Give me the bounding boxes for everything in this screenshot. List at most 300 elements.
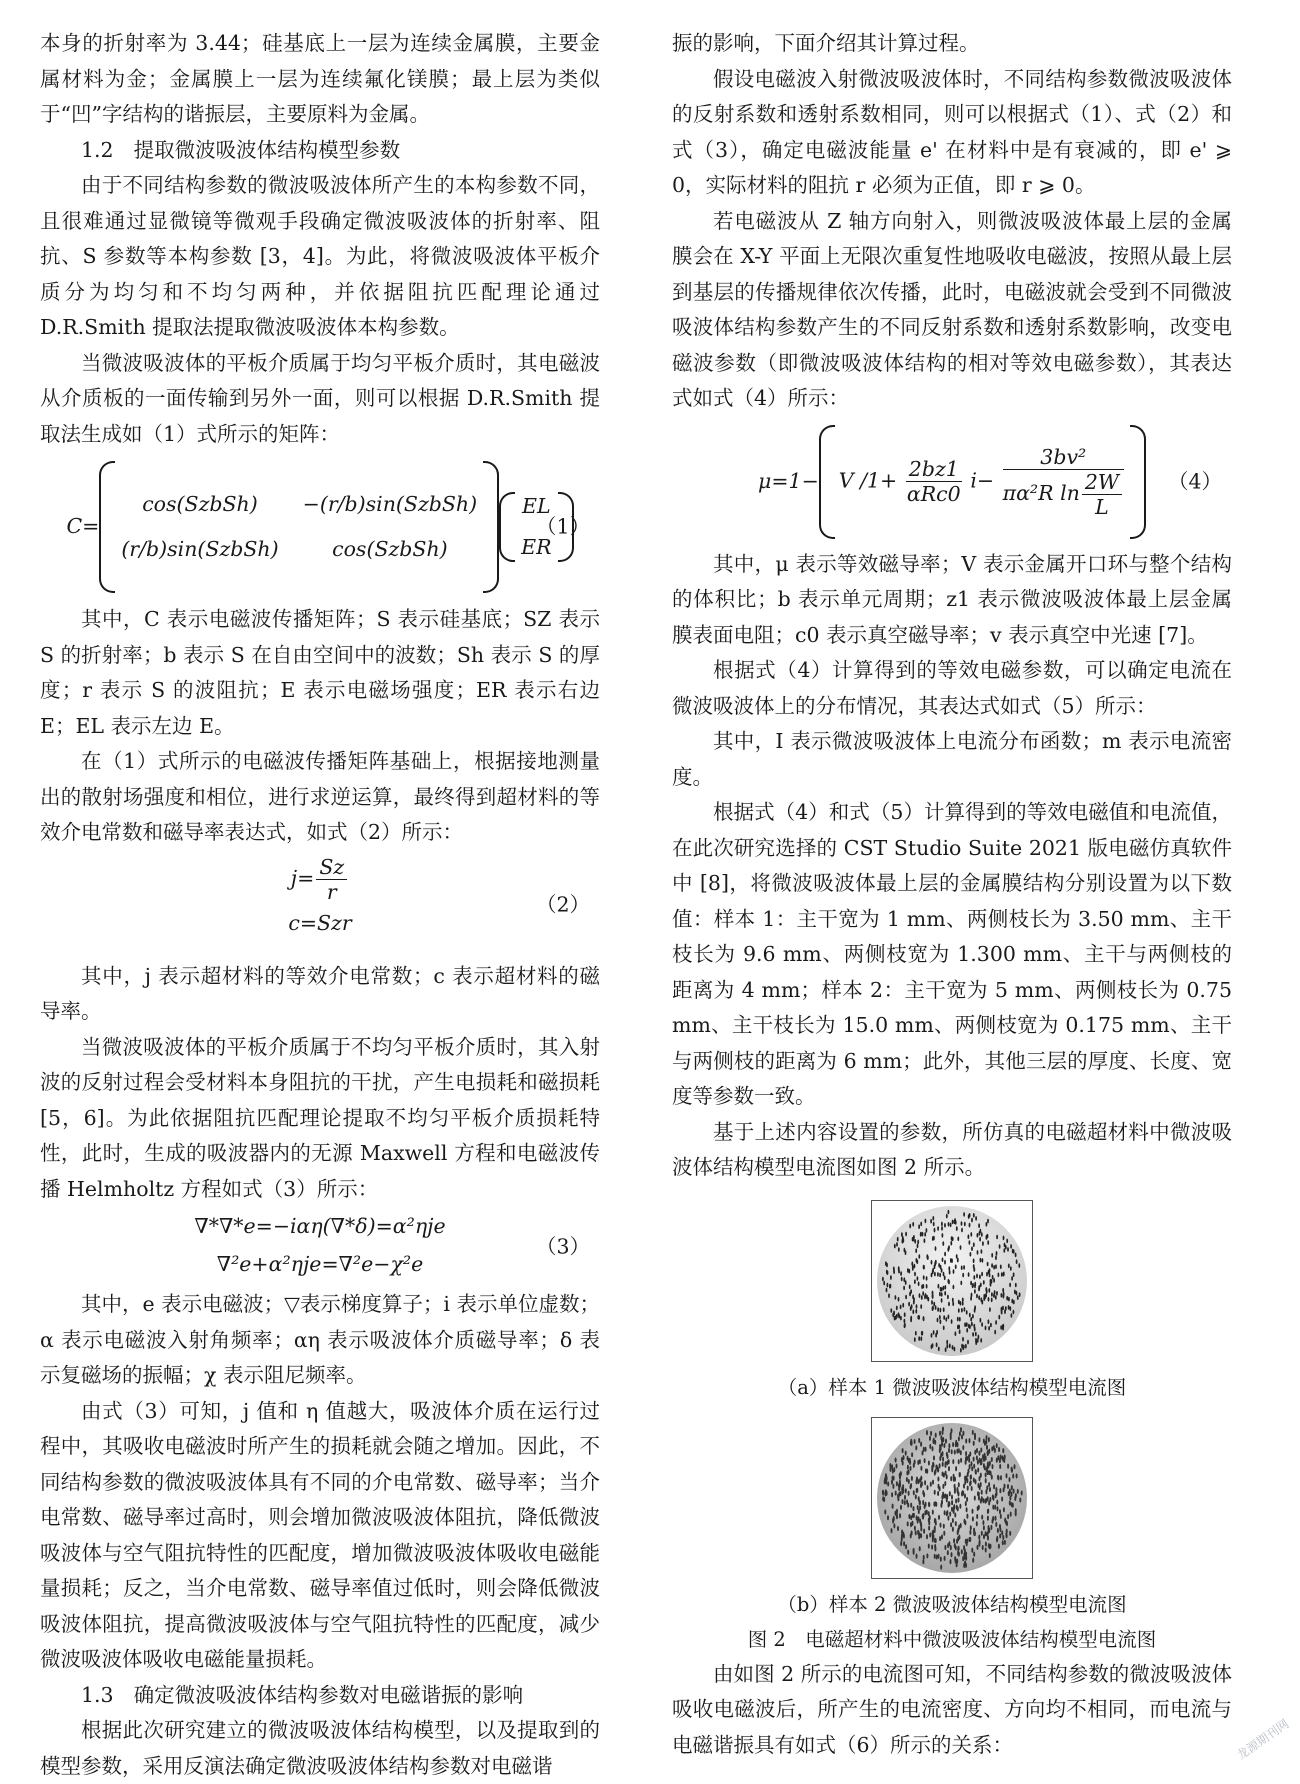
current-arrow-mark [1003,1507,1005,1512]
current-arrow-mark [990,1322,992,1327]
current-arrow-mark [905,1544,907,1549]
eq3-line1: ∇*∇*e=−iαη(∇*δ)=α²ηje [194,1214,446,1238]
current-arrow-mark [987,1450,989,1455]
current-arrow-mark [939,1536,941,1541]
current-arrow-mark [987,1470,989,1475]
current-arrow-mark [910,1522,912,1527]
current-arrow-mark [942,1233,944,1238]
current-arrow-mark [973,1440,975,1445]
current-arrow-mark [940,1319,942,1324]
current-arrow-mark [965,1456,967,1461]
current-arrow-mark [972,1332,974,1337]
current-arrow-mark [995,1515,997,1520]
watermark: 龙源期刊网 [1234,1716,1292,1763]
current-arrow-mark [954,1219,956,1224]
current-arrow-mark [935,1333,937,1338]
current-arrow-mark [1004,1242,1006,1247]
current-arrow-mark [942,1456,944,1461]
current-arrow-mark [993,1484,995,1489]
current-arrow-mark [926,1430,928,1435]
section-number: 1.2 [81,137,114,162]
current-arrow-mark [1016,1259,1018,1264]
current-arrow-mark [912,1222,914,1227]
current-arrow-mark [965,1438,967,1443]
current-arrow-mark [943,1271,945,1276]
current-arrow-mark [954,1543,956,1548]
current-arrow-mark [898,1297,900,1302]
current-arrow-mark [978,1534,980,1539]
current-arrow-mark [986,1444,988,1449]
current-arrow-mark [923,1528,925,1533]
current-arrow-mark [1017,1488,1019,1493]
current-arrow-mark [951,1449,953,1454]
current-arrow-mark [897,1236,899,1241]
current-arrow-mark [997,1506,999,1511]
eq4-i: i− [970,468,995,492]
current-arrow-mark [928,1543,930,1548]
current-arrow-mark [951,1506,953,1511]
current-arrow-mark [941,1298,943,1303]
current-arrow-mark [910,1465,912,1470]
current-arrow-mark [963,1212,965,1217]
current-arrow-mark [959,1431,961,1436]
current-arrow-mark [948,1301,950,1306]
current-arrow-mark [910,1317,912,1322]
current-arrow-mark [932,1216,934,1221]
current-arrow-mark [987,1261,989,1266]
current-arrow-mark [947,1550,949,1555]
current-arrow-mark [905,1294,907,1299]
current-arrow-mark [978,1295,980,1300]
current-arrow-mark [893,1523,895,1528]
current-arrow-mark [917,1529,919,1534]
current-arrow-mark [976,1521,978,1526]
current-arrow-mark [910,1533,912,1538]
current-arrow-mark [1011,1313,1013,1318]
current-arrow-mark [896,1305,898,1310]
current-arrow-mark [974,1432,976,1437]
paragraph: 其中，j 表示超材料的等效介电常数；c 表示超材料的磁导率。 [40,963,600,1023]
current-arrow-mark [918,1254,920,1259]
current-arrow-mark [929,1435,931,1440]
current-arrow-mark [988,1288,990,1293]
current-arrow-mark [914,1239,916,1244]
current-arrow-mark [983,1525,985,1530]
current-arrow-mark [978,1437,980,1442]
current-arrow-mark [1001,1455,1003,1460]
current-arrow-mark [978,1450,980,1455]
current-arrow-mark [922,1291,924,1296]
current-arrow-mark [944,1544,946,1549]
current-arrow-mark [923,1316,925,1321]
current-arrow-mark [932,1479,934,1484]
current-arrow-mark [927,1485,929,1490]
current-arrow-mark [962,1272,964,1277]
current-arrow-mark [999,1523,1001,1528]
current-arrow-mark [969,1451,971,1456]
equation-2 [40,851,600,959]
current-arrow-mark [982,1520,984,1525]
current-arrow-mark [907,1521,909,1526]
current-arrow-mark [915,1308,917,1313]
current-arrow-mark [935,1246,937,1251]
current-arrow-mark [973,1323,975,1328]
current-arrow-mark [988,1437,990,1442]
current-arrow-mark [904,1323,906,1328]
current-arrow-mark [948,1443,950,1448]
current-arrow-mark [989,1486,991,1491]
current-arrow-mark [882,1490,884,1495]
current-arrow-mark [934,1553,936,1558]
current-arrow-mark [940,1564,942,1569]
current-arrow-mark [965,1552,967,1557]
current-arrow-mark [932,1446,934,1451]
current-arrow-mark [934,1518,936,1523]
current-arrow-mark [1003,1487,1005,1492]
current-arrow-mark [887,1282,889,1287]
current-arrow-mark [900,1504,902,1509]
current-arrow-mark [968,1468,970,1473]
current-arrow-mark [974,1308,976,1313]
current-arrow-mark [928,1460,930,1465]
current-arrow-mark [1008,1305,1010,1310]
current-arrow-mark [926,1294,928,1299]
current-arrow-mark [960,1348,962,1353]
current-arrow-mark [988,1500,990,1505]
current-arrow-mark [931,1344,933,1349]
current-arrow-mark [925,1218,927,1223]
current-arrow-mark [991,1297,993,1302]
current-arrow-mark [902,1448,904,1453]
current-arrow-mark [973,1551,975,1556]
current-arrow-mark [1006,1238,1008,1243]
current-arrow-mark [924,1458,926,1463]
current-arrow-mark [974,1289,976,1294]
current-arrow-mark [1000,1513,1002,1518]
current-arrow-mark [924,1232,926,1237]
current-arrow-mark [958,1448,960,1453]
current-arrow-mark [970,1252,972,1257]
current-arrow-mark [956,1504,958,1509]
current-arrow-mark [934,1489,936,1494]
current-arrow-mark [928,1525,930,1530]
current-arrow-mark [932,1269,934,1274]
current-arrow-mark [894,1243,896,1248]
current-arrow-mark [912,1294,914,1299]
current-arrow-mark [986,1435,988,1440]
current-arrow-mark [902,1499,904,1504]
current-arrow-mark [993,1278,995,1283]
current-arrow-mark [971,1321,973,1326]
current-arrow-mark [1013,1272,1015,1277]
current-arrow-mark [1018,1263,1020,1268]
current-arrow-mark [941,1287,943,1292]
current-arrow-mark [899,1513,901,1518]
eq1-matrix [99,461,499,593]
current-arrow-mark [920,1336,922,1341]
current-arrow-mark [980,1257,982,1262]
current-arrow-mark [903,1533,905,1538]
current-arrow-mark [971,1246,973,1251]
current-arrow-mark [906,1499,908,1504]
current-arrow-mark [904,1312,906,1317]
current-arrow-mark [939,1315,941,1320]
current-arrow-mark [934,1271,936,1276]
current-arrow-mark [915,1494,917,1499]
current-arrow-mark [995,1264,997,1269]
current-arrow-mark [940,1452,942,1457]
current-arrow-mark [955,1439,957,1444]
current-arrow-mark [920,1221,922,1226]
current-arrow-mark [955,1498,957,1503]
current-arrow-mark [937,1317,939,1322]
current-arrow-mark [936,1342,938,1347]
paragraph: 当微波吸波体的平板介质属于不均匀平板介质时，其入射波的反射过程会受材料本身阻抗的干扰，产生电损耗和磁损耗 [5，6]。为此依据阻抗匹配理论提取不均匀平板介质损耗特性，此时，生成的吸波器内的无源 Maxwell 方程和电磁波传播 Helmholtz 方程如式（3）所示： [40,1034,600,1201]
current-arrow-mark [969,1240,971,1245]
current-arrow-mark [917,1243,919,1248]
current-arrow-mark [903,1541,905,1546]
paragraph: 由式（3）可知，j 值和 η 值越大，吸波体介质在运行过程中，其吸收电磁波时所产生的损耗就会随之增加。因此，不同结构参数的微波吸波体具有不同的介电常数、磁导率；当介电常数、磁导率过高时，则会增加微波吸波体阻抗，降低微波吸波体与空气阻抗特性的匹配度，增加微波吸波体吸收电磁能量损耗；反之，当介电常数、磁导率值过低时，则会降低微波吸波体阻抗，提高微波吸波体与空气阻抗特性的匹配度，减少微波吸波体吸收电磁能量损耗。 [40,1398,600,1671]
current-arrow-mark [903,1285,905,1290]
current-arrow-mark [959,1472,961,1477]
current-arrow-mark [979,1539,981,1544]
current-arrow-mark [974,1449,976,1454]
current-arrow-mark [967,1339,969,1344]
current-arrow-mark [988,1469,990,1474]
current-arrow-mark [995,1521,997,1526]
current-arrow-mark [952,1442,954,1447]
current-arrow-mark [887,1515,889,1520]
current-arrow-mark [981,1458,983,1463]
current-arrow-mark [943,1307,945,1312]
current-arrow-mark [967,1485,969,1490]
current-arrow-mark [953,1505,955,1510]
current-arrow-mark [966,1507,968,1512]
current-arrow-mark [996,1443,998,1448]
current-arrow-mark [943,1325,945,1330]
current-arrow-mark [977,1491,979,1496]
current-arrow-mark [897,1496,899,1501]
current-arrow-mark [970,1317,972,1322]
current-arrow-mark [979,1231,981,1236]
paragraph: 由如图 2 所示的电流图可知，不同结构参数的微波吸波体吸收电磁波后，所产生的电流密度、方向均不相同，而电流与电磁谐振具有如式（6）所示的关系： [672,1661,1232,1757]
current-arrow-mark [949,1491,951,1496]
current-arrow-mark [904,1500,906,1505]
current-arrow-mark [949,1270,951,1275]
current-arrow-mark [938,1283,940,1288]
current-arrow-mark [922,1512,924,1517]
equation-number: （1） [535,514,590,539]
current-arrow-mark [905,1280,907,1285]
current-arrow-mark [977,1505,979,1510]
current-arrow-mark [1015,1511,1017,1516]
current-arrow-mark [916,1487,918,1492]
current-arrow-mark [952,1526,954,1531]
section-title: 提取微波吸波体结构模型参数 [133,137,401,162]
current-arrow-mark [983,1534,985,1539]
current-arrow-mark [908,1490,910,1495]
paragraph: 其中，μ 表示等效磁导率；V 表示金属开口环与整个结构的体积比；b 表示单元周期；z1 表示微波吸波体最上层金属膜表面电阻；c0 表示真空磁导率；v 表示真空中光速 [7]。 [672,551,1232,647]
current-arrow-mark [980,1338,982,1343]
equation-3 [40,1207,600,1287]
current-arrow-mark [928,1520,930,1525]
current-arrow-mark [976,1455,978,1460]
current-arrow-mark [947,1515,949,1520]
equation-number: （3） [535,1234,590,1259]
current-arrow-mark [895,1295,897,1300]
current-arrow-mark [976,1273,978,1278]
current-arrow-mark [932,1509,934,1514]
current-arrow-mark [968,1214,970,1219]
current-arrow-mark [959,1329,961,1334]
current-arrow-mark [1015,1252,1017,1257]
current-arrow-mark [1014,1495,1016,1500]
current-arrow-mark [995,1493,997,1498]
current-arrow-mark [972,1508,974,1513]
current-arrow-mark [992,1504,994,1509]
current-arrow-mark [944,1480,946,1485]
current-arrow-mark [989,1553,991,1558]
current-arrow-mark [958,1459,960,1464]
current-arrow-mark [998,1543,1000,1548]
current-arrow-mark [909,1284,911,1289]
current-arrow-mark [899,1474,901,1479]
current-arrow-mark [910,1515,912,1520]
current-arrow-mark [920,1232,922,1237]
current-arrow-mark [931,1544,933,1549]
current-arrow-mark [926,1468,928,1473]
current-arrow-mark [915,1330,917,1335]
current-arrow-mark [948,1209,950,1214]
current-arrow-mark [902,1302,904,1307]
current-arrow-mark [1011,1298,1013,1303]
current-arrow-mark [953,1284,955,1289]
current-arrow-mark [902,1460,904,1465]
current-arrow-mark [981,1530,983,1535]
current-arrow-mark [987,1233,989,1238]
current-arrow-mark [981,1496,983,1501]
current-arrow-mark [1001,1530,1003,1535]
current-arrow-mark [932,1531,934,1536]
current-arrow-mark [900,1271,902,1276]
eq4-frac1-num: 2bz1 [906,457,962,482]
current-arrow-mark [892,1518,894,1523]
current-arrow-mark [992,1464,994,1469]
current-arrow-mark [1004,1517,1006,1522]
current-arrow-mark [990,1543,992,1548]
figure-2-caption: 图 2 电磁超材料中微波吸波体结构模型电流图 [747,1627,1157,1651]
current-arrow-mark [939,1430,941,1435]
current-arrow-mark [1009,1477,1011,1482]
eq1-a21: (r/b)sin(SzbSh) [121,537,279,561]
current-arrow-mark [929,1443,931,1448]
current-arrow-mark [950,1559,952,1564]
current-arrow-mark [1001,1496,1003,1501]
current-arrow-mark [942,1437,944,1442]
current-arrow-mark [946,1339,948,1344]
current-arrow-mark [957,1550,959,1555]
current-arrow-mark [964,1520,966,1525]
current-arrow-mark [893,1269,895,1274]
current-arrow-mark [935,1432,937,1437]
current-arrow-mark [891,1492,893,1497]
current-arrow-mark [955,1331,957,1336]
current-arrow-mark [952,1345,954,1350]
current-arrow-mark [953,1538,955,1543]
current-arrow-mark [963,1483,965,1488]
current-arrow-mark [980,1447,982,1452]
current-arrow-mark [914,1263,916,1268]
current-arrow-mark [910,1289,912,1294]
current-arrow-mark [931,1300,933,1305]
current-arrow-mark [991,1456,993,1461]
current-arrow-mark [976,1293,978,1298]
paragraph: 若电磁波从 Z 轴方向射入，则微波吸波体最上层的金属膜会在 X-Y 平面上无限次重复性地吸收电磁波，按照从最上层到基层的传播规律依次传播，此时，电磁波就会受到不同微波吸波体结构参数产生的不同反射系数和透射系数影响，改变电磁波参数（即微波吸波体结构的相对等效电磁参数），其表达式如式（4）所示： [672,208,1232,410]
eq4-frac2-num: 3bv² [1003,445,1124,470]
current-arrow-mark [913,1512,915,1517]
current-arrow-mark [968,1457,970,1462]
current-arrow-mark [934,1528,936,1533]
current-arrow-mark [971,1461,973,1466]
current-arrow-mark [1003,1248,1005,1253]
current-arrow-mark [883,1280,885,1285]
current-arrow-mark [985,1325,987,1330]
eq4-frac1-den: αRc0 [906,482,961,506]
current-arrow-mark [922,1499,924,1504]
current-arrow-mark [930,1218,932,1223]
current-arrow-mark [1015,1282,1017,1287]
current-arrow-mark [969,1222,971,1227]
current-arrow-mark [913,1300,915,1305]
current-arrow-mark [1007,1463,1009,1468]
current-arrow-mark [1000,1475,1002,1480]
current-arrow-mark [972,1314,974,1319]
eq1-v2: ER [521,535,552,559]
current-arrow-mark [961,1491,963,1496]
eq3-line2: ∇²e+α²ηje=∇²e−χ²e [216,1252,424,1276]
current-arrow-mark [892,1483,894,1488]
current-arrow-mark [909,1223,911,1228]
current-arrow-mark [978,1495,980,1500]
current-arrow-mark [962,1336,964,1341]
current-arrow-mark [916,1304,918,1309]
current-arrow-mark [979,1236,981,1241]
current-arrow-mark [1004,1309,1006,1314]
current-arrow-mark [971,1547,973,1552]
current-arrow-mark [922,1559,924,1564]
current-arrow-mark [1012,1473,1014,1478]
current-arrow-mark [934,1470,936,1475]
current-arrow-mark [1011,1276,1013,1281]
current-arrow-mark [913,1462,915,1467]
current-arrow-mark [966,1328,968,1333]
current-arrow-mark [1003,1271,1005,1276]
current-arrow-mark [1010,1511,1012,1516]
paragraph: 振的影响，下面介绍其计算过程。 [672,31,980,55]
current-arrow-mark [945,1438,947,1443]
current-arrow-mark [983,1280,985,1285]
current-arrow-mark [951,1494,953,1499]
current-arrow-mark [951,1552,953,1557]
current-arrow-mark [962,1345,964,1350]
current-arrow-mark [916,1553,918,1558]
paragraph: 假设电磁波入射微波吸波体时，不同结构参数微波吸波体的反射系数和透射系数相同，则可以根据式（1）、式（2）和式（3），确定电磁波能量 e' 在材料中是有衰减的，即 e' ⩾ 0，实际材料的阻抗 r 必须为正值，即 r ⩾ 0。 [672,66,1232,197]
current-arrow-mark [985,1497,987,1502]
current-arrow-mark [981,1271,983,1276]
current-arrow-mark [891,1528,893,1533]
current-arrow-mark [960,1245,962,1250]
current-arrow-mark [999,1509,1001,1514]
